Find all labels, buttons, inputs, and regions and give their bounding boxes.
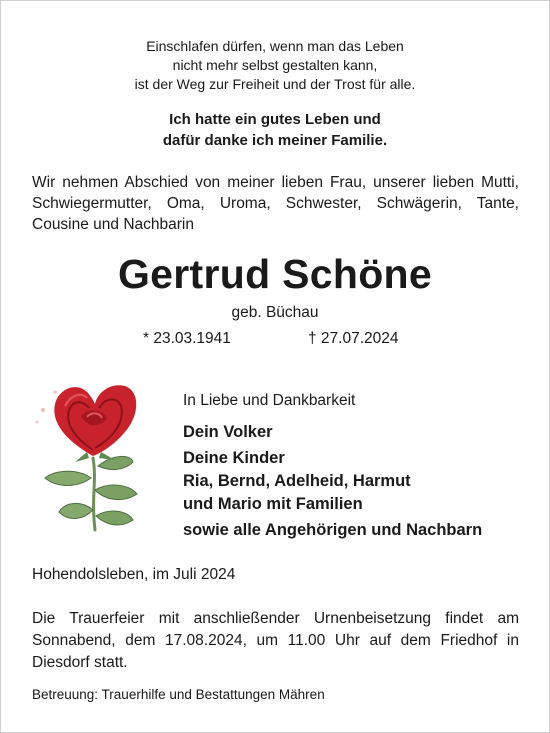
place-and-date: Hohendolsleben, im Juli 2024: [32, 566, 236, 583]
birth-date: * 23.03.1941: [143, 330, 231, 347]
motto-line: dafür danke ich meiner Familie.: [162, 132, 388, 149]
mourner-children-families: und Mario mit Familien: [183, 495, 363, 513]
mourner-husband: Dein Volker: [183, 423, 273, 441]
death-date: † 27.07.2024: [308, 330, 399, 347]
mourners-lead: In Liebe und Dankbarkeit: [183, 392, 356, 409]
motto-line: Ich hatte ein gutes Leben und: [169, 111, 381, 128]
motto: [0, 109, 550, 151]
poem-line: nicht mehr selbst gestalten kann,: [172, 57, 378, 73]
mourners-block: [183, 391, 538, 542]
poem: [0, 37, 550, 94]
deceased-name: Gertrud Schöne: [117, 251, 433, 297]
mourner-children-names: Ria, Bernd, Adelheid, Harmut: [183, 472, 411, 490]
rose-icon: [25, 370, 170, 535]
mourner-children-heading: Deine Kinder: [183, 449, 285, 467]
mourner-relatives: sowie alle Angehörigen und Nachbarn: [183, 521, 483, 539]
birth-name: geb. Büchau: [231, 304, 319, 321]
funeral-service-text: Die Trauerfeier mit anschließender Urnenbeisetzung findet am Sonnabend, dem 17.08.2024, um 11.00 Uhr auf dem Friedhof in Diesdorf statt.: [32, 610, 519, 671]
poem-line: ist der Weg zur Freiheit und der Trost für alle.: [134, 76, 416, 92]
poem-line: Einschlafen dürfen, wenn man das Leben: [146, 38, 404, 54]
intro-text: Wir nehmen Abschied von meiner lieben Frau, unserer lieben Mutti, Schwiegermutter, Oma, Uroma, Schwester, Schwägerin, Tante, Cousine und Nachbarin: [32, 174, 519, 233]
funeral-home-credit: Betreuung: Trauerhilfe und Bestattungen Mähren: [32, 687, 325, 702]
